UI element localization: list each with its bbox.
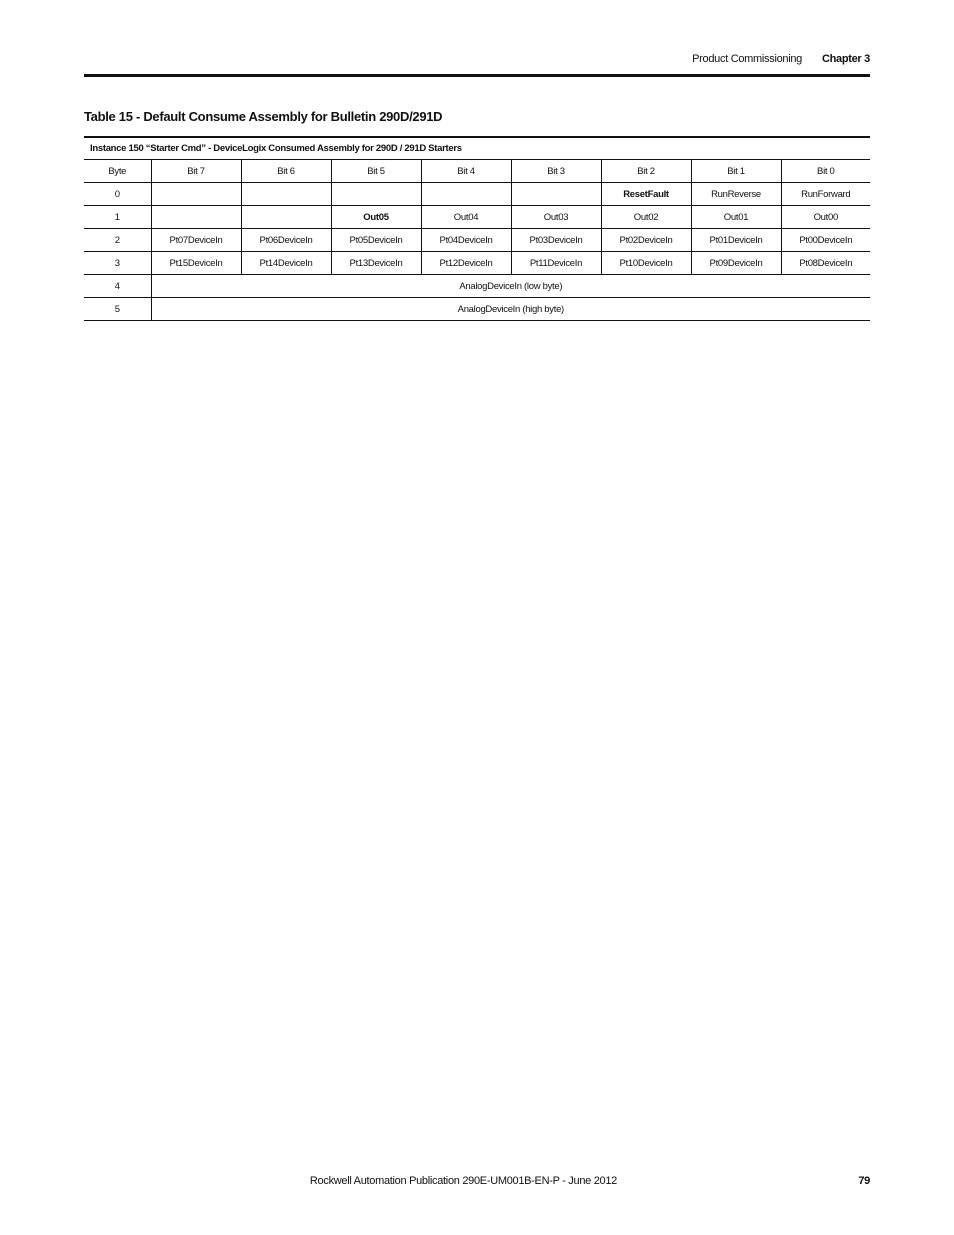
table-cell: Pt01DeviceIn — [691, 229, 781, 252]
header-cell: Bit 4 — [421, 160, 511, 183]
header-cell: Bit 7 — [151, 160, 241, 183]
table-cell — [511, 183, 601, 206]
table-cell: Pt04DeviceIn — [421, 229, 511, 252]
table-row — [84, 183, 870, 206]
table-cell: Pt03DeviceIn — [511, 229, 601, 252]
page-header — [84, 53, 870, 69]
table-cell: Pt08DeviceIn — [781, 252, 870, 275]
table-cell — [151, 183, 241, 206]
table-cell: Pt13DeviceIn — [331, 252, 421, 275]
spanning-cell: AnalogDeviceIn (low byte) — [151, 275, 870, 298]
header-cell: Bit 6 — [241, 160, 331, 183]
table-row — [84, 275, 870, 298]
table-cell: Pt12DeviceIn — [421, 252, 511, 275]
table-row — [84, 229, 870, 252]
section-title: Product Commissioning — [692, 53, 802, 65]
table-cell: Out05 — [331, 206, 421, 229]
header-cell: Bit 2 — [601, 160, 691, 183]
table-cell: Pt05DeviceIn — [331, 229, 421, 252]
publication-info: Rockwell Automation Publication 290E-UM001B-EN-P - June 2012 — [309, 1175, 617, 1187]
table-cell — [331, 183, 421, 206]
table-cell: RunReverse — [691, 183, 781, 206]
table-cell — [151, 206, 241, 229]
chapter-label: Chapter 3 — [821, 53, 870, 65]
byte-cell: 3 — [84, 252, 151, 275]
header-cell: Bit 1 — [691, 160, 781, 183]
header-cell: Bit 3 — [511, 160, 601, 183]
table-cell: Pt07DeviceIn — [151, 229, 241, 252]
table-cell: Pt02DeviceIn — [601, 229, 691, 252]
header-cell: Byte — [84, 160, 151, 183]
byte-cell: 4 — [84, 275, 151, 298]
table-cell: Out04 — [421, 206, 511, 229]
table-row — [84, 298, 870, 321]
header-cell: Bit 0 — [781, 160, 870, 183]
table-cell: RunForward — [781, 183, 870, 206]
table-row — [84, 252, 870, 275]
table-cell: Pt14DeviceIn — [241, 252, 331, 275]
page-footer — [84, 1175, 870, 1191]
table-caption: Instance 150 “Starter Cmd” - DeviceLogix Consumed Assembly for 290D / 291D Starters — [84, 137, 870, 160]
table-row — [84, 206, 870, 229]
table-cell: Out03 — [511, 206, 601, 229]
header-rule — [84, 74, 870, 77]
table-cell: Pt11DeviceIn — [511, 252, 601, 275]
byte-cell: 2 — [84, 229, 151, 252]
table-title: Table 15 - Default Consume Assembly for Bulletin 290D/291D — [84, 109, 443, 124]
page-number: 79 — [858, 1175, 870, 1187]
table-cell: Out01 — [691, 206, 781, 229]
spanning-cell: AnalogDeviceIn (high byte) — [151, 298, 870, 321]
consume-assembly-table — [84, 136, 870, 321]
table-cell: Pt06DeviceIn — [241, 229, 331, 252]
table-cell: Pt15DeviceIn — [151, 252, 241, 275]
table-cell: ResetFault — [601, 183, 691, 206]
byte-cell: 1 — [84, 206, 151, 229]
table-cell: Out00 — [781, 206, 870, 229]
byte-cell: 0 — [84, 183, 151, 206]
table-cell: Out02 — [601, 206, 691, 229]
table-cell — [421, 183, 511, 206]
table-caption-row — [84, 137, 870, 160]
header-cell: Bit 5 — [331, 160, 421, 183]
byte-cell: 5 — [84, 298, 151, 321]
table-cell: Pt09DeviceIn — [691, 252, 781, 275]
table-header-row — [84, 160, 870, 183]
table-cell: Pt10DeviceIn — [601, 252, 691, 275]
table-cell — [241, 206, 331, 229]
table-cell: Pt00DeviceIn — [781, 229, 870, 252]
table-cell — [241, 183, 331, 206]
